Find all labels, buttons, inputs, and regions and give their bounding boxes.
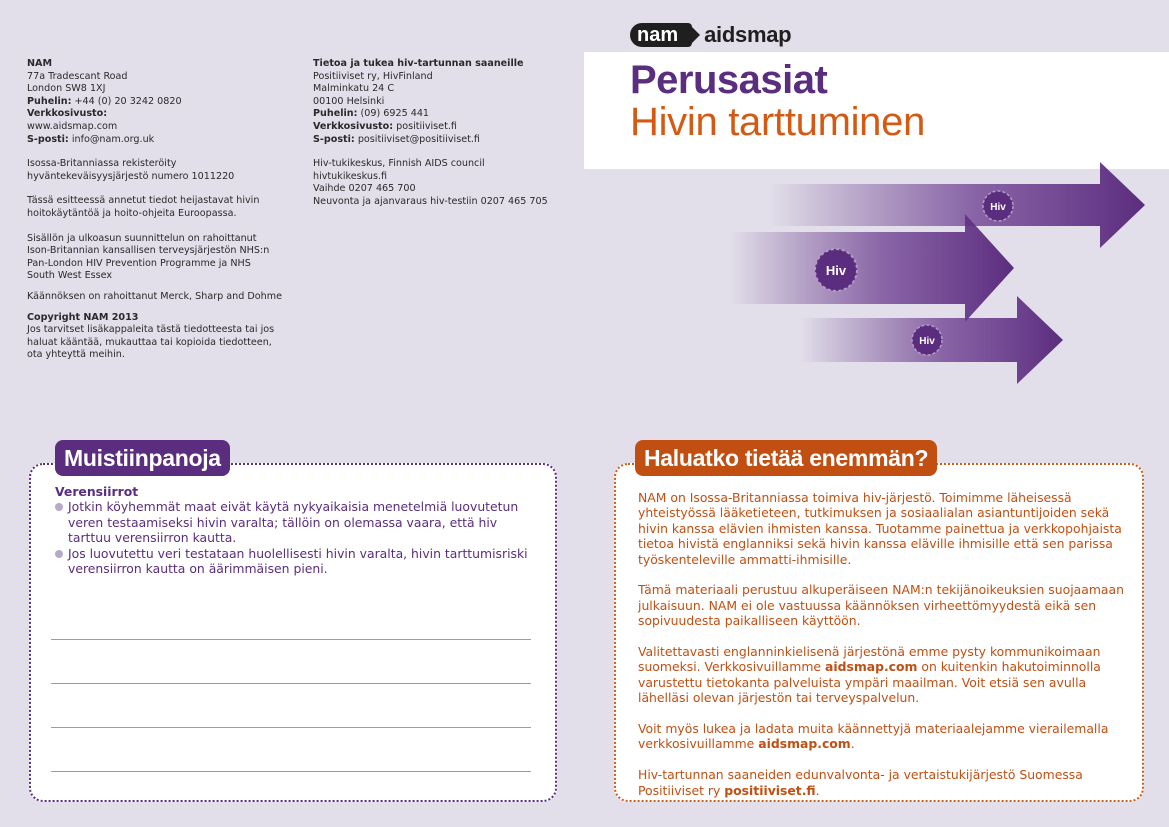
- notes-bullet-list: [55, 499, 535, 576]
- finland-center: Hiv-tukikeskus, Finnish AIDS council: [313, 158, 485, 170]
- aidsmap-link[interactable]: aidsmap.com: [824, 659, 918, 675]
- finland-switchboard: Vaihde 0207 465 700: [313, 183, 416, 195]
- finland-email-link[interactable]: positiiviset@positiiviset.fi: [357, 133, 480, 145]
- notes-ruled-line: [51, 727, 531, 728]
- more-p4-text-b: .: [850, 736, 855, 752]
- notes-ruled-line: [51, 639, 531, 640]
- finland-city: 00100 Helsinki: [313, 95, 385, 107]
- virus-label-middle: Hiv: [825, 263, 847, 278]
- nam-web-link[interactable]: www.aidsmap.com: [27, 120, 118, 132]
- notes-ruled-line: [51, 771, 531, 772]
- more-info-body: [638, 490, 1124, 813]
- more-paragraph-5: [638, 767, 1124, 798]
- nam-copies-line2: haluat kääntää, mukauttaa tai kopioida tiedotteen,: [27, 336, 272, 348]
- notes-bullet-item: Jos luovutettu veri testataan huolellisesti hivin varalta, hivin tarttumisriski verensiirron kautta on äärimmäisen pieni.: [55, 546, 535, 577]
- more-paragraph-3: [638, 644, 1124, 706]
- nam-charity-line2: hyväntekeväisyysjärjestö numero 1011220: [27, 170, 235, 182]
- finland-email-label: S-posti:: [313, 133, 355, 145]
- nam-funding-line2: Ison-Britannian kansallisen terveysjärjestön NHS:n: [27, 245, 270, 257]
- finland-phone: (09) 6925 441: [360, 108, 430, 120]
- finland-phone-label: Puhelin:: [313, 108, 358, 120]
- more-p3-text-a: Valitettavasti englanninkielisenä järjestönä emme pysty kommunikoimaan suomeksi. Verkkosivuillamme: [638, 644, 1101, 675]
- notes-ruled-line: [51, 683, 531, 684]
- nam-reflects-line1: Tässä esitteessä annetut tiedot heijastavat hivin: [27, 195, 260, 207]
- hiv-virus-icon-bottom: [912, 325, 942, 355]
- finland-heading: Tietoa ja tukea hiv-tartunnan saaneille: [313, 58, 524, 69]
- nam-aidsmap-logo: [630, 22, 791, 48]
- finland-advice: Neuvonta ja ajanvaraus hiv-testiin 0207 465 705: [313, 195, 548, 207]
- hiv-virus-icon-top: [983, 191, 1013, 221]
- hiv-transmission-arrows-illustration: [730, 160, 1150, 390]
- page-subtitle: Hivin tarttuminen: [630, 100, 926, 144]
- finland-center-web[interactable]: hivtukikeskus.fi: [313, 170, 388, 182]
- aidsmap-link[interactable]: aidsmap.com: [758, 736, 851, 752]
- nam-copyright: Copyright NAM 2013: [27, 311, 139, 323]
- nam-name: NAM: [27, 58, 53, 69]
- page-title: Perusasiat: [630, 58, 828, 102]
- more-p3-text-b: on kuitenkin hakutoiminnolla varustettu tietokanta palveluista ympäri maailman. Voit etsiä sen avulla lähelläsi olevan järjestön tai terveyspalvelun.: [638, 659, 1101, 706]
- more-p4-text-a: Voit myös lukea ja ladata muita käännettyjä materiaalejamme vierailemalla verkkosivuillamme: [638, 721, 1109, 752]
- nam-funding-line4: South West Essex: [27, 270, 113, 282]
- nam-contact-block: [27, 58, 287, 362]
- nam-funding-line1: Sisällön ja ulkoasun suunnittelun on rahoittanut: [27, 232, 257, 244]
- nam-address-line2: London SW8 1XJ: [27, 83, 106, 95]
- more-info-tab-heading: Haluatko tietää enemmän?: [635, 440, 937, 476]
- nam-address-line1: 77a Tradescant Road: [27, 70, 128, 82]
- nam-translation-funding: Käännöksen on rahoittanut Merck, Sharp and Dohme: [27, 290, 282, 302]
- arrow-middle: [730, 214, 1014, 322]
- virus-label-bottom: Hiv: [919, 336, 935, 347]
- notes-tab-heading: Muistiinpanoja: [55, 440, 230, 476]
- nam-phone: +44 (0) 20 3242 0820: [74, 95, 182, 107]
- finland-web-link[interactable]: positiiviset.fi: [396, 120, 457, 132]
- title-box: [584, 52, 1169, 169]
- nam-copies-line1: Jos tarvitset lisäkappaleita tästä tiedotteesta tai jos: [27, 324, 275, 336]
- more-p5-text-b: .: [815, 782, 820, 798]
- logo-aidsmap-text: aidsmap: [704, 22, 792, 47]
- hiv-virus-icon-middle: [815, 249, 857, 291]
- notes-subheading: Verensiirrot: [55, 484, 139, 499]
- more-p5-text-a: Hiv-tartunnan saaneiden edunvalvonta- ja vertaistukijärjestö Suomessa Positiiviset ry: [638, 767, 1083, 798]
- virus-label-top: Hiv: [990, 202, 1006, 213]
- finland-contact-block: [313, 58, 563, 209]
- nam-funding-line3: Pan-London HIV Prevention Programme ja NHS: [27, 257, 251, 269]
- nam-charity-line1: Isossa-Britanniassa rekisteröity: [27, 158, 177, 170]
- notes-body: [55, 484, 535, 576]
- nam-reflects-line2: hoitokäytäntöä ja hoito-ohjeita Euroopassa.: [27, 207, 237, 219]
- finland-street: Malminkatu 24 C: [313, 83, 395, 95]
- logo-nam-pill: nam: [630, 23, 692, 47]
- more-paragraph-4: [638, 721, 1124, 752]
- nam-email-label: S-posti:: [27, 133, 69, 145]
- nam-web-label: Verkkosivusto:: [27, 108, 108, 120]
- notes-bullet-item: Jotkin köyhemmät maat eivät käytä nykyaikaisia menetelmiä luovutetun veren testaamiseksi hivin varalta; tällöin on olemassa vaara, että hiv tarttuu verensiirron kautta.: [55, 499, 535, 545]
- finland-web-label: Verkkosivusto:: [313, 120, 394, 132]
- more-paragraph-2: Tämä materiaali perustuu alkuperäiseen NAM:n tekijänoikeuksien suojaamaan julkaisuun. NAM ei ole vastuussa käännöksen virheettömyydestä eikä sen sopivuudesta paikalliseen käyttöön.: [638, 582, 1124, 629]
- nam-copies-line3: ota yhteyttä meihin.: [27, 349, 125, 361]
- nam-email-link[interactable]: info@nam.org.uk: [71, 133, 155, 145]
- finland-org: Positiiviset ry, HivFinland: [313, 70, 433, 82]
- positiiviset-link[interactable]: positiiviset.fi: [724, 782, 816, 798]
- more-paragraph-1: NAM on Isossa-Britanniassa toimiva hiv-järjestö. Toimimme läheisessä yhteistyössä lääketieteen, tutkimuksen ja sosiaalialan asiantuntijoiden sekä hivin kanssa elävien ihmisten kanssa. Tuotamme painettua ja verkkopohjaista tietoa hivistä englanniksi sekä hivin kanssa eläville ihmisille että sen parissa työskenteleville ammatti-ihmisille.: [638, 490, 1122, 567]
- nam-phone-label: Puhelin:: [27, 95, 72, 107]
